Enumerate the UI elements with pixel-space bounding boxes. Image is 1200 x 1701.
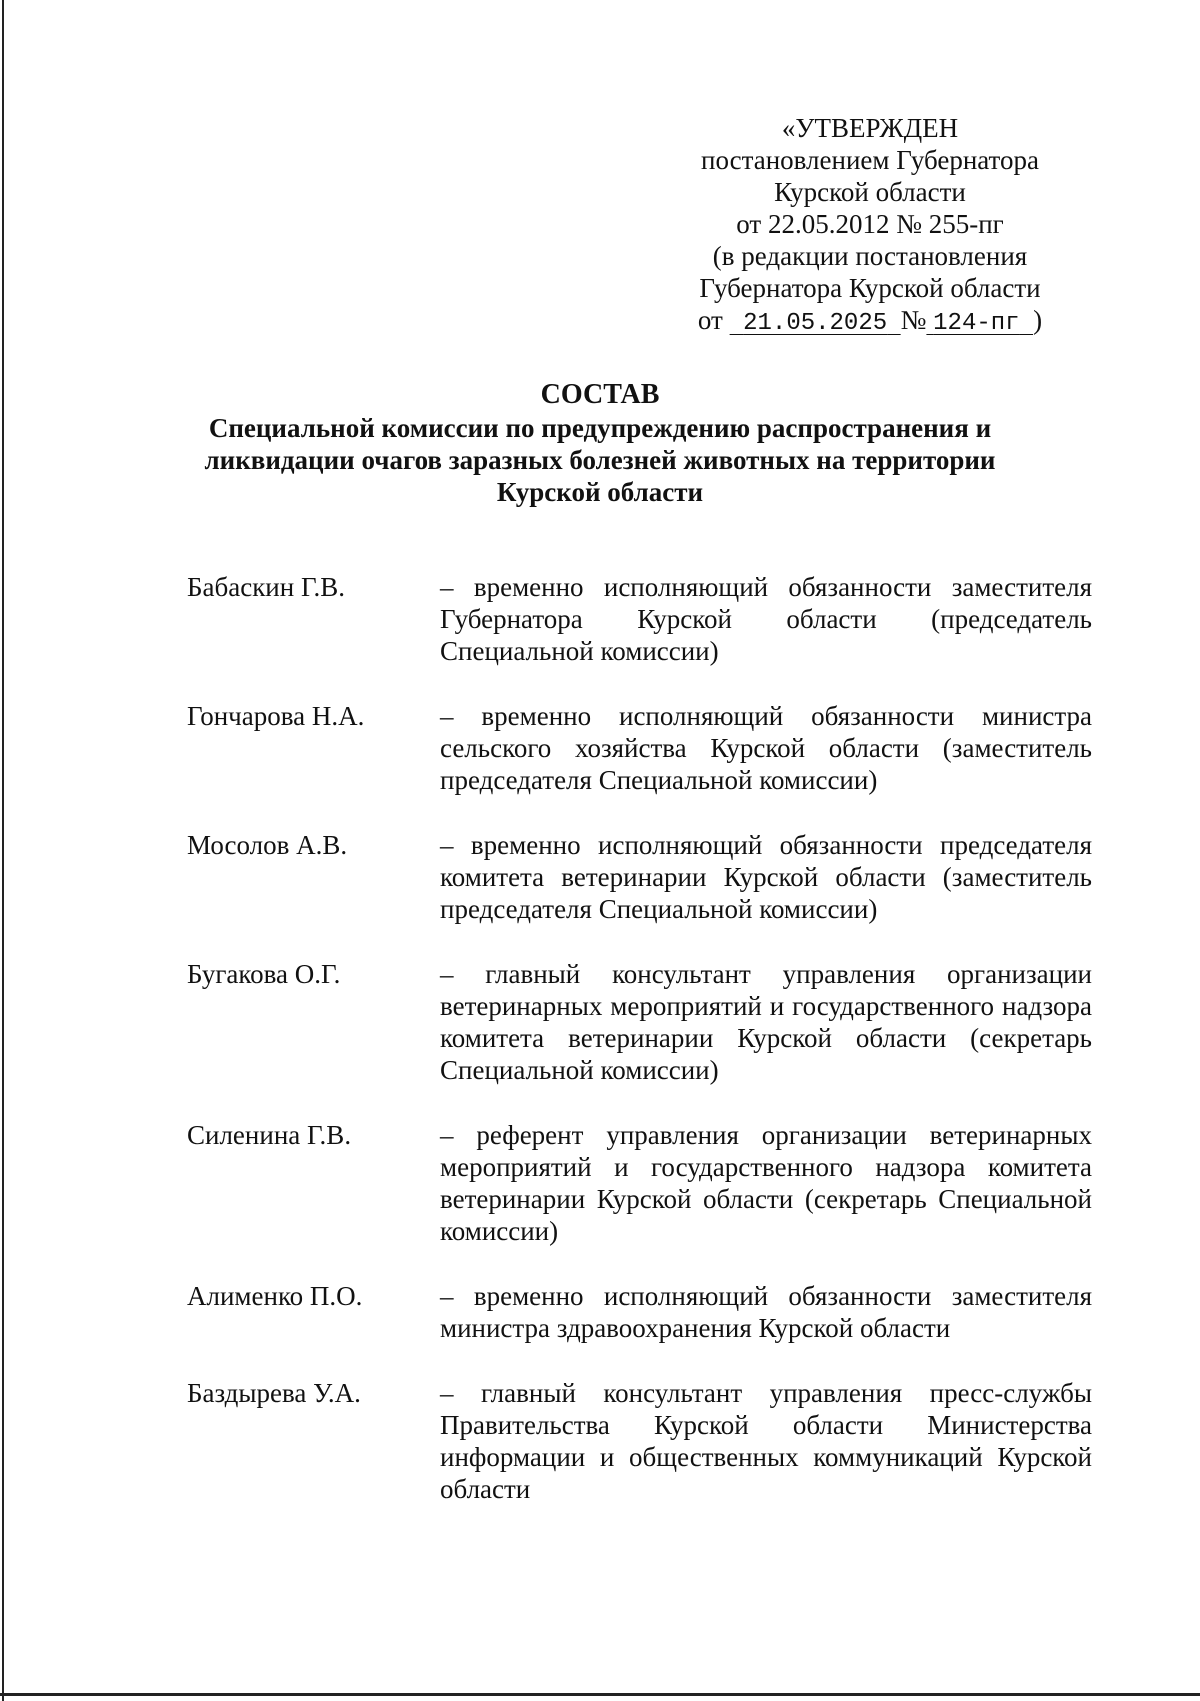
member-role: – главный консультант управления организации ветеринарных мероприятий и государственного надзора комитета ветеринарии Курской области (секретарь Специальной комиссии) [440,959,1092,1085]
approval-date-line [660,304,1080,340]
member-name: Баздырева У.А. [187,1378,361,1408]
member-name: Мосолов А.В. [187,830,348,860]
members-list [187,571,1092,1538]
approval-stamp [660,112,1080,340]
approval-close-paren: ) [1033,305,1043,335]
member-role: – временно исполняющий обязанности председателя комитета ветеринарии Курской области (заместитель председателя Специальной комиссии) [440,830,1092,924]
member-row [187,1280,1092,1344]
member-row [187,958,1092,1086]
member-role: – временно исполняющий обязанности заместителя Губернатора Курской области (председатель Специальной комиссии) [440,572,1092,666]
approval-line-2: постановлением Губернатора [701,145,1039,175]
approval-date-prefix: от [697,305,723,335]
approval-date-value: 21.05.2025 [743,310,888,337]
member-name: Бабаскин Г.В. [187,572,346,602]
number-underline-tail [1020,305,1034,335]
member-row [187,571,1092,667]
approval-number-value: 124-пг [933,310,1020,337]
member-role: – главный консультант управления пресс-службы Правительства Курской области Министерства информации и общественных коммуникаций Курской области [440,1378,1092,1504]
approval-line-6: Губернатора Курской области [699,273,1041,303]
member-role: – временно исполняющий обязанности заместителя министра здравоохранения Курской области [440,1281,1092,1343]
bottom-margin-rule [0,1693,1200,1696]
member-row [187,1377,1092,1505]
member-role: – временно исполняющий обязанности министра сельского хозяйства Курской области (заместитель председателя Специальной комиссии) [440,701,1092,795]
approval-line-3: Курской области [774,177,966,207]
date-underline-tail [887,305,901,335]
left-margin-rule [2,0,4,1701]
member-name: Бугакова О.Г. [187,959,341,989]
document-subtitle: Специальной комиссии по предупреждению распространения и ликвидации очагов заразных болезней животных на территории Курской области [204,413,996,507]
member-name: Силенина Г.В. [187,1120,352,1150]
approval-line-5: (в редакции постановления [712,241,1028,271]
member-row [187,700,1092,796]
document-title: СОСТАВ [540,379,660,410]
member-name: Алименко П.О. [187,1281,363,1311]
approval-number-sign: № [900,305,927,335]
approval-line-4: от 22.05.2012 № 255-пг [736,209,1004,239]
approval-line-1: «УТВЕРЖДЕН [781,113,959,143]
member-row [187,1119,1092,1247]
date-underline-lead [730,305,744,335]
member-row [187,829,1092,925]
member-role: – референт управления организации ветеринарных мероприятий и государственного надзора комитета ветеринарии Курской области (секретарь Специальной комиссии) [440,1120,1092,1246]
member-name: Гончарова Н.А. [187,701,365,731]
